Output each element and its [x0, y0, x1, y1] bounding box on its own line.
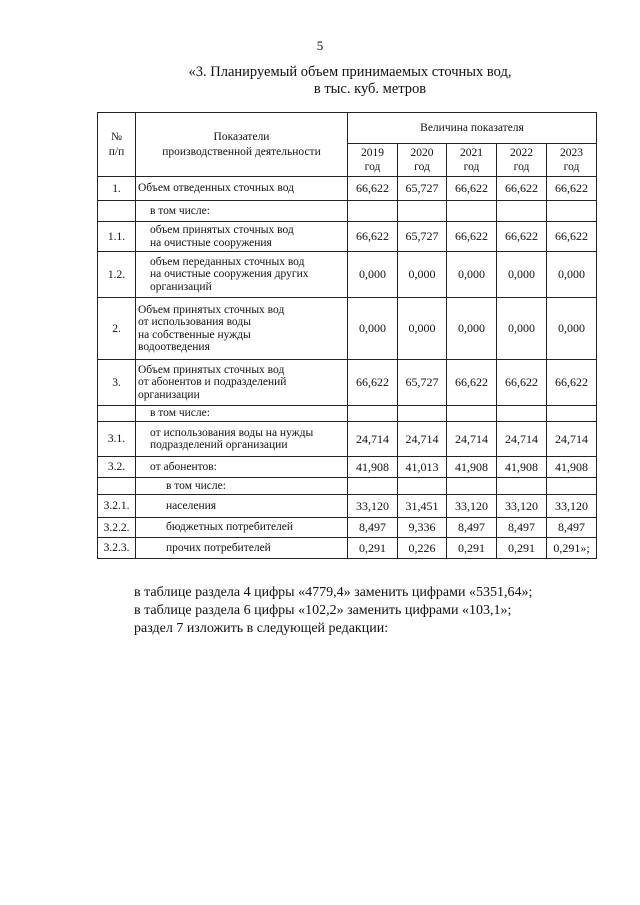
row-value-2020: 0,226 [398, 538, 447, 559]
row-number: 3.2. [98, 457, 136, 478]
row-value-2019: 33,120 [348, 495, 398, 518]
header-year-value: 2023 [560, 147, 583, 159]
row-value-2020 [398, 406, 447, 422]
table-row [98, 360, 597, 406]
row-value-2022: 8,497 [497, 518, 547, 538]
row-indicator [136, 201, 348, 222]
row-indicator-line: Объем принятых сточных вод [138, 303, 285, 316]
row-indicator-line: от использования воды на нужды [150, 426, 314, 439]
header-year-4 [547, 144, 597, 177]
row-value-2019: 41,908 [348, 457, 398, 478]
header-indicator-line-2: производственной деятельности [162, 145, 321, 158]
row-value-2020: 65,727 [398, 222, 447, 252]
row-number: 3. [98, 360, 136, 406]
row-indicator-line: водоотведения [138, 341, 210, 353]
header-value-group: Величина показателя [348, 113, 597, 144]
row-value-2021: 66,622 [447, 222, 497, 252]
row-value-2022: 33,120 [497, 495, 547, 518]
section-title-line-1: «3. Планируемый объем принимаемых сточных вод, [188, 64, 512, 80]
row-value-2021: 24,714 [447, 422, 497, 457]
row-value-2022: 0,000 [497, 252, 547, 298]
header-indicator [136, 113, 348, 177]
row-number: 1.1. [98, 222, 136, 252]
row-value-2023: 0,000 [547, 298, 597, 360]
row-value-2020: 65,727 [398, 177, 447, 201]
row-value-2023 [547, 478, 597, 495]
table-row [98, 457, 597, 478]
row-number: 3.2.3. [98, 538, 136, 559]
row-value-2021: 41,908 [447, 457, 497, 478]
row-value-2020: 65,727 [398, 360, 447, 406]
row-indicator-line: Объем принятых сточных вод [138, 363, 285, 376]
row-indicator [136, 495, 348, 518]
row-value-2022: 41,908 [497, 457, 547, 478]
table-row [98, 222, 597, 252]
row-value-2020: 24,714 [398, 422, 447, 457]
row-value-2020: 9,336 [398, 518, 447, 538]
table-row [98, 518, 597, 538]
row-indicator [136, 422, 348, 457]
amendment-text [134, 584, 594, 638]
row-indicator [136, 252, 348, 298]
row-value-2022 [497, 406, 547, 422]
row-indicator-line: в том числе: [150, 204, 210, 217]
row-indicator-line: организации [138, 388, 200, 401]
row-indicator [136, 222, 348, 252]
row-number: 3.2.1. [98, 495, 136, 518]
row-value-2019: 66,622 [348, 222, 398, 252]
table-row [98, 422, 597, 457]
row-indicator [136, 177, 348, 201]
row-value-2022: 0,291 [497, 538, 547, 559]
row-indicator [136, 457, 348, 478]
row-value-2021: 0,291 [447, 538, 497, 559]
row-value-2023: 41,908 [547, 457, 597, 478]
row-indicator-line: в том числе: [150, 407, 210, 420]
header-year-unit: год [414, 161, 430, 173]
amendment-line-3: раздел 7 изложить в следующей редакции: [134, 621, 389, 636]
row-value-2019 [348, 478, 398, 495]
header-indicator-line-1: Показатели [213, 130, 270, 143]
row-value-2021: 0,000 [447, 252, 497, 298]
row-indicator [136, 406, 348, 422]
row-value-2023: 33,120 [547, 495, 597, 518]
row-value-2023: 66,622 [547, 177, 597, 201]
header-number-label: п/п [108, 145, 125, 158]
row-value-2019: 0,000 [348, 252, 398, 298]
header-year-value: 2019 [361, 147, 384, 159]
amendment-line-1: в таблице раздела 4 цифры «4779,4» заменить цифрами «5351,64»; [134, 585, 533, 600]
row-indicator-line: от абонентов: [150, 460, 217, 473]
row-indicator-line: подразделений организации [150, 439, 288, 451]
row-value-2021: 8,497 [447, 518, 497, 538]
amendment-line-2: в таблице раздела 6 цифры «102,2» заменить цифрами «103,1»; [134, 603, 512, 618]
row-indicator-line: объем принятых сточных вод [150, 224, 294, 236]
row-value-2022: 66,622 [497, 222, 547, 252]
row-number: 3.2.2. [98, 518, 136, 538]
header-number [98, 113, 136, 177]
row-value-2019: 8,497 [348, 518, 398, 538]
row-value-2022: 66,622 [497, 360, 547, 406]
header-year-1 [398, 144, 447, 177]
row-value-2021: 0,000 [447, 298, 497, 360]
table-row [98, 252, 597, 298]
row-indicator-line: Объем отведенных сточных вод [138, 182, 294, 195]
row-value-2021 [447, 406, 497, 422]
header-year-unit: год [463, 161, 480, 173]
row-indicator-line: организаций [150, 280, 212, 293]
row-value-2019 [348, 201, 398, 222]
row-indicator-line: объем переданных сточных вод [150, 255, 305, 268]
header-year-value: 2021 [460, 147, 483, 159]
row-indicator-line: на очистные сооружения [150, 236, 272, 249]
row-value-2021: 66,622 [447, 177, 497, 201]
row-value-2020 [398, 201, 447, 222]
row-value-2023: 0,000 [547, 252, 597, 298]
row-value-2022 [497, 201, 547, 222]
header-year-value: 2020 [410, 147, 434, 159]
sewage-volume-table [97, 112, 597, 559]
row-value-2022: 24,714 [497, 422, 547, 457]
table-row [98, 201, 597, 222]
table-row [98, 406, 597, 422]
row-value-2019: 0,000 [348, 298, 398, 360]
row-indicator-line: населения [166, 499, 217, 512]
row-value-2020: 0,000 [398, 252, 447, 298]
row-value-2019: 0,291 [348, 538, 398, 559]
row-value-2022: 0,000 [497, 298, 547, 360]
row-value-2023 [547, 406, 597, 422]
row-value-2019: 24,714 [348, 422, 398, 457]
header-year-0 [348, 144, 398, 177]
row-indicator-line: от использования воды [138, 316, 251, 328]
header-number-symbol: № [111, 130, 122, 143]
row-value-2020: 31,451 [398, 495, 447, 518]
row-indicator-line: от абонентов и подразделений [138, 376, 287, 389]
row-indicator-line: в том числе: [166, 479, 226, 492]
row-indicator [136, 298, 348, 360]
row-value-2023: 8,497 [547, 518, 597, 538]
header-year-unit: год [563, 161, 580, 173]
row-number: 1. [98, 177, 136, 201]
row-indicator [136, 360, 348, 406]
table-row [98, 177, 597, 201]
row-value-2019: 66,622 [348, 360, 398, 406]
page-number: 5 [316, 38, 324, 53]
table-row [98, 495, 597, 518]
row-number: 3.1. [98, 422, 136, 457]
row-number [98, 478, 136, 495]
row-value-2023: 66,622 [547, 360, 597, 406]
row-indicator [136, 478, 348, 495]
table-row [98, 478, 597, 495]
table-row [98, 298, 597, 360]
row-indicator-line: на очистные сооружения других [150, 268, 309, 281]
header-year-unit: год [513, 161, 530, 173]
row-value-2019 [348, 406, 398, 422]
row-value-2020: 41,013 [398, 457, 447, 478]
row-number: 2. [98, 298, 136, 360]
row-indicator [136, 538, 348, 559]
row-indicator-line: прочих потребителей [166, 541, 271, 554]
row-value-2020 [398, 478, 447, 495]
header-year-unit: год [364, 161, 381, 173]
row-value-2023: 66,622 [547, 222, 597, 252]
row-indicator [136, 518, 348, 538]
row-value-2019: 66,622 [348, 177, 398, 201]
row-value-2021 [447, 478, 497, 495]
table-row [98, 538, 597, 559]
row-number [98, 406, 136, 422]
row-value-2021: 33,120 [447, 495, 497, 518]
section-title [130, 64, 570, 98]
row-value-2023 [547, 201, 597, 222]
row-indicator-line: бюджетных потребителей [166, 521, 294, 534]
row-value-2023: 24,714 [547, 422, 597, 457]
row-value-2020: 0,000 [398, 298, 447, 360]
header-year-value: 2022 [510, 147, 533, 159]
header-year-2 [447, 144, 497, 177]
row-value-2021: 66,622 [447, 360, 497, 406]
row-value-2023: 0,291»; [547, 538, 597, 559]
row-number [98, 201, 136, 222]
row-value-2022 [497, 478, 547, 495]
row-value-2021 [447, 201, 497, 222]
row-indicator-line: на собственные нужды [138, 328, 251, 341]
row-value-2022: 66,622 [497, 177, 547, 201]
section-title-line-2: в тыс. куб. метров [313, 81, 427, 97]
header-year-3 [497, 144, 547, 177]
row-number: 1.2. [98, 252, 136, 298]
